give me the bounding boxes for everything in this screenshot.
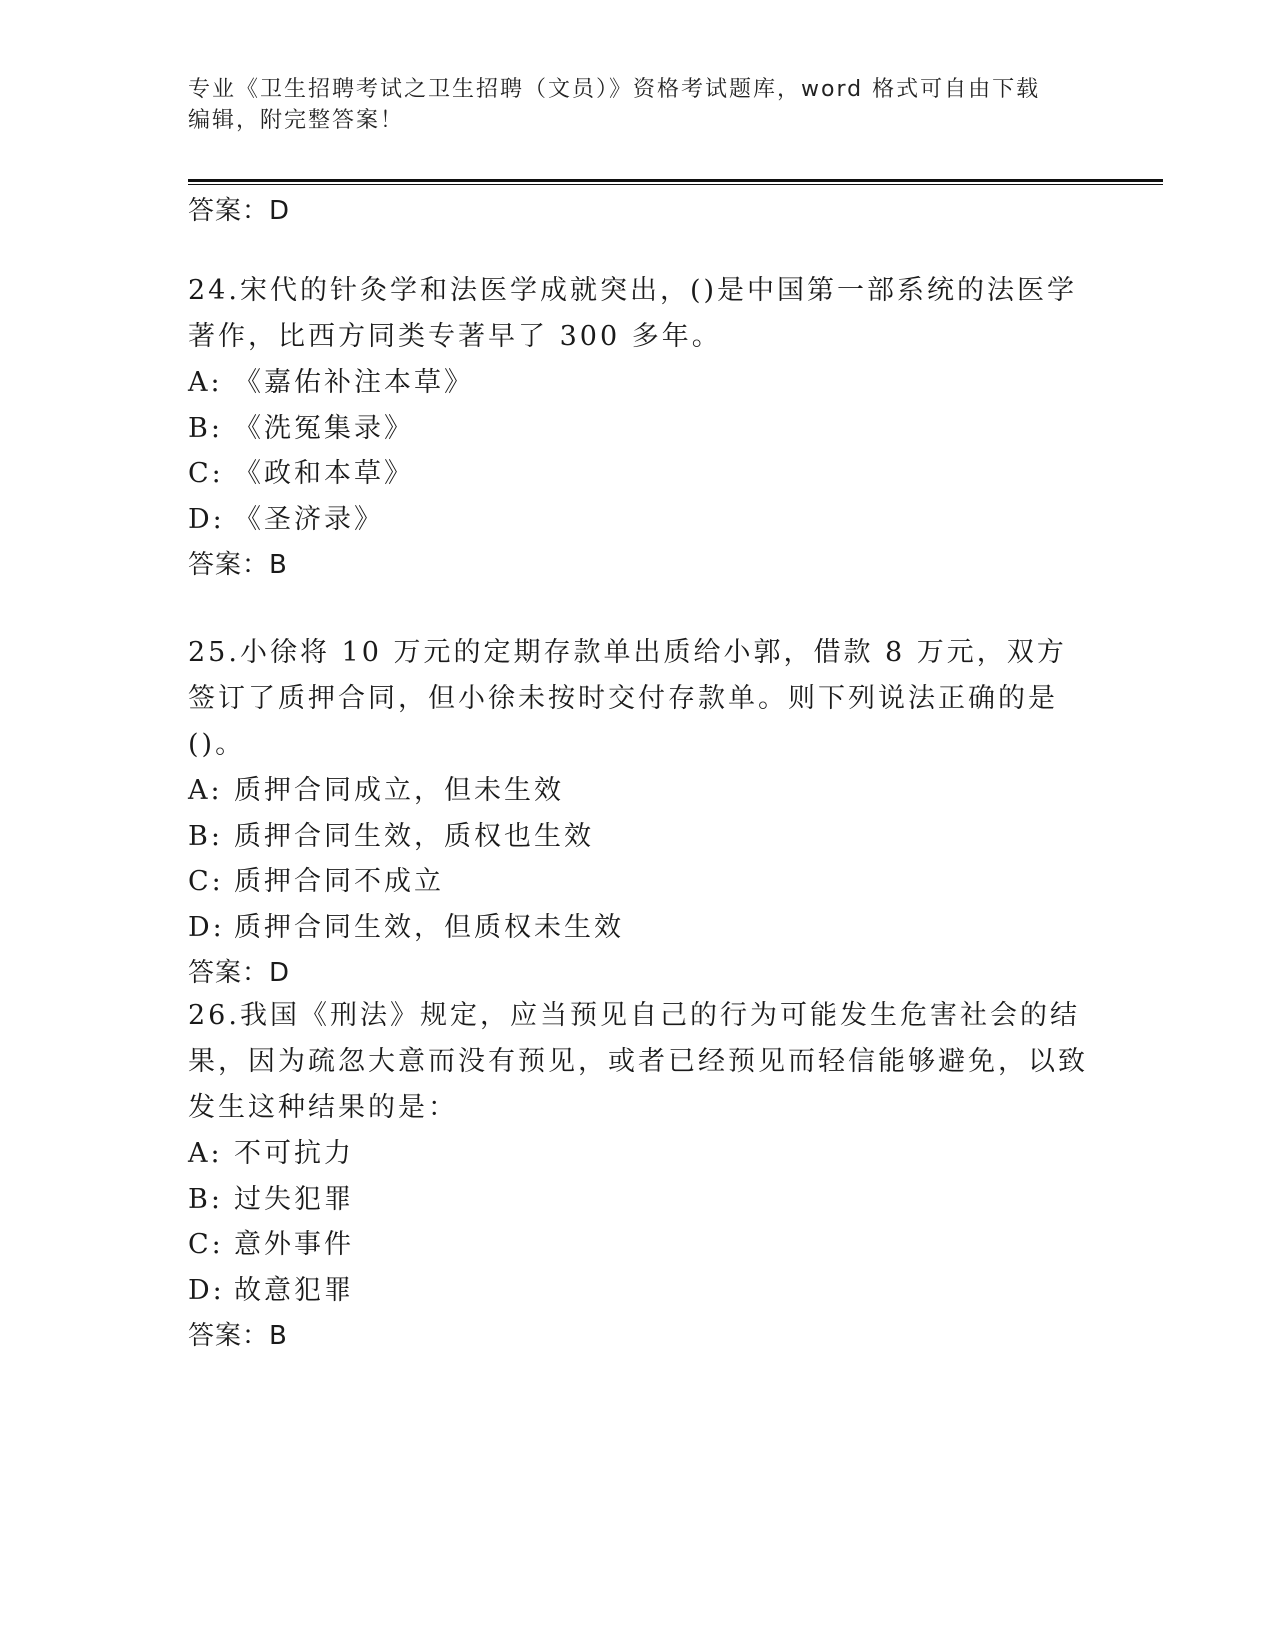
option-d: [188, 905, 1088, 951]
option-a: [188, 360, 1088, 406]
option-letter: A:: [188, 775, 223, 806]
option-letter: D:: [188, 503, 225, 535]
option-letter: C:: [188, 458, 224, 489]
option-letter: C:: [188, 1229, 224, 1260]
option-text: 《洗冤集录》: [234, 412, 414, 444]
question-25: [188, 630, 1088, 996]
option-letter: C:: [188, 866, 224, 897]
question-24: [188, 268, 1088, 588]
header-divider-thick: [188, 179, 1163, 182]
option-b: [188, 814, 1088, 860]
question-26: [188, 993, 1088, 1359]
option-text: 质押合同成立，但未生效: [234, 775, 564, 806]
question-text: 25.小徐将 10 万元的定期存款单出质给小郭，借款 8 万元，双方签订了质押合同，但小徐未按时交付存款单。则下列说法正确的是()。: [188, 637, 1067, 760]
option-letter: A:: [188, 367, 223, 398]
header-line-2: 编辑，附完整答案！: [188, 108, 405, 133]
option-text: 质押合同生效，质权也生效: [234, 820, 594, 852]
option-text: 质押合同生效，但质权未生效: [234, 911, 624, 943]
option-letter: B:: [188, 1183, 223, 1215]
option-c: [188, 451, 1088, 497]
option-letter: B:: [188, 412, 223, 444]
option-b: [188, 406, 1088, 452]
option-letter: A:: [188, 1138, 223, 1169]
option-letter: D:: [188, 1274, 225, 1306]
option-text: 《政和本草》: [234, 458, 414, 489]
option-letter: D:: [188, 911, 225, 943]
option-text: 故意犯罪: [234, 1274, 354, 1306]
answer: 答案：B: [188, 550, 288, 580]
option-a: [188, 1131, 1088, 1177]
question-text: 24.宋代的针灸学和法医学成就突出，()是中国第一部系统的法医学著作，比西方同类专著早了 300 多年。: [188, 275, 1078, 352]
option-letter: B:: [188, 820, 223, 852]
option-d: [188, 497, 1088, 543]
option-text: 《圣济录》: [234, 503, 384, 535]
answer: 答案：D: [188, 958, 291, 988]
document-header: [188, 74, 1068, 136]
option-d: [188, 1268, 1088, 1314]
answer: 答案：B: [188, 1321, 288, 1351]
option-text: 过失犯罪: [234, 1183, 354, 1215]
question-text: 26.我国《刑法》规定，应当预见自己的行为可能发生危害社会的结果，因为疏忽大意而没有预见，或者已经预见而轻信能够避免，以致发生这种结果的是：: [188, 1000, 1088, 1123]
option-text: 意外事件: [234, 1229, 354, 1260]
option-b: [188, 1177, 1088, 1223]
option-text: 《嘉佑补注本草》: [234, 367, 474, 398]
header-divider-thin: [188, 184, 1163, 185]
option-text: 质押合同不成立: [234, 866, 444, 897]
option-a: [188, 768, 1088, 814]
answer-23: 答案：D: [188, 196, 291, 226]
option-c: [188, 859, 1088, 905]
header-line-1: 专业《卫生招聘考试之卫生招聘（文员）》资格考试题库，word 格式可自由下载: [188, 77, 1041, 102]
option-c: [188, 1222, 1088, 1268]
option-text: 不可抗力: [234, 1138, 354, 1169]
